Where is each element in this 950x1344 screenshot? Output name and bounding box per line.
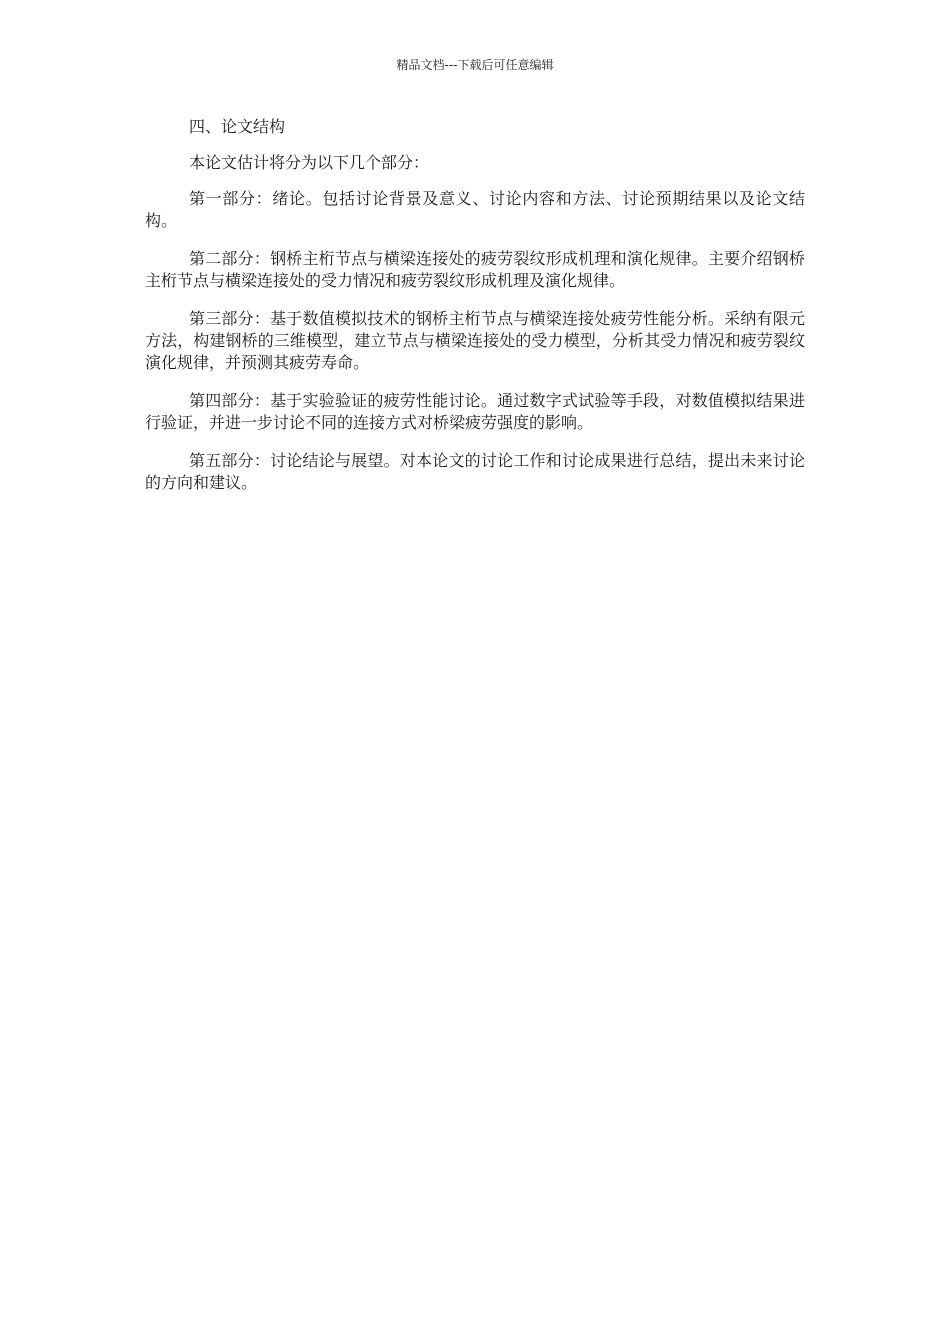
paragraph-part-5: 第五部分：讨论结论与展望。对本论文的讨论工作和讨论成果进行总结，提出未来讨论的方向和建议。 <box>145 451 805 492</box>
section-heading: 四、论文结构 <box>189 117 286 136</box>
paragraph-part-2: 第二部分：钢桥主桁节点与横梁连接处的疲劳裂纹形成机理和演化规律。主要介绍钢桥主桁节点与横梁连接处的受力情况和疲劳裂纹形成机理及演化规律。 <box>145 249 805 290</box>
page-header: 精品文档---下载后可任意编辑 <box>396 58 554 72</box>
paragraph-part-1: 第一部分：绪论。包括讨论背景及意义、讨论内容和方法、讨论预期结果以及论文结构。 <box>145 189 805 230</box>
paragraph-part-3: 第三部分：基于数值模拟技术的钢桥主桁节点与横梁连接处疲劳性能分析。采纳有限元方法，构建钢桥的三维模型，建立节点与横梁连接处的受力模型，分析其受力情况和疲劳裂纹演化规律，并预测其疲劳寿命。 <box>145 309 805 372</box>
paragraph-part-4: 第四部分：基于实验验证的疲劳性能讨论。通过数字式试验等手段，对数值模拟结果进行验证，并进一步讨论不同的连接方式对桥梁疲劳强度的影响。 <box>145 391 805 432</box>
section-intro: 本论文估计将分为以下几个部分： <box>189 153 430 172</box>
document-body <box>145 116 805 510</box>
